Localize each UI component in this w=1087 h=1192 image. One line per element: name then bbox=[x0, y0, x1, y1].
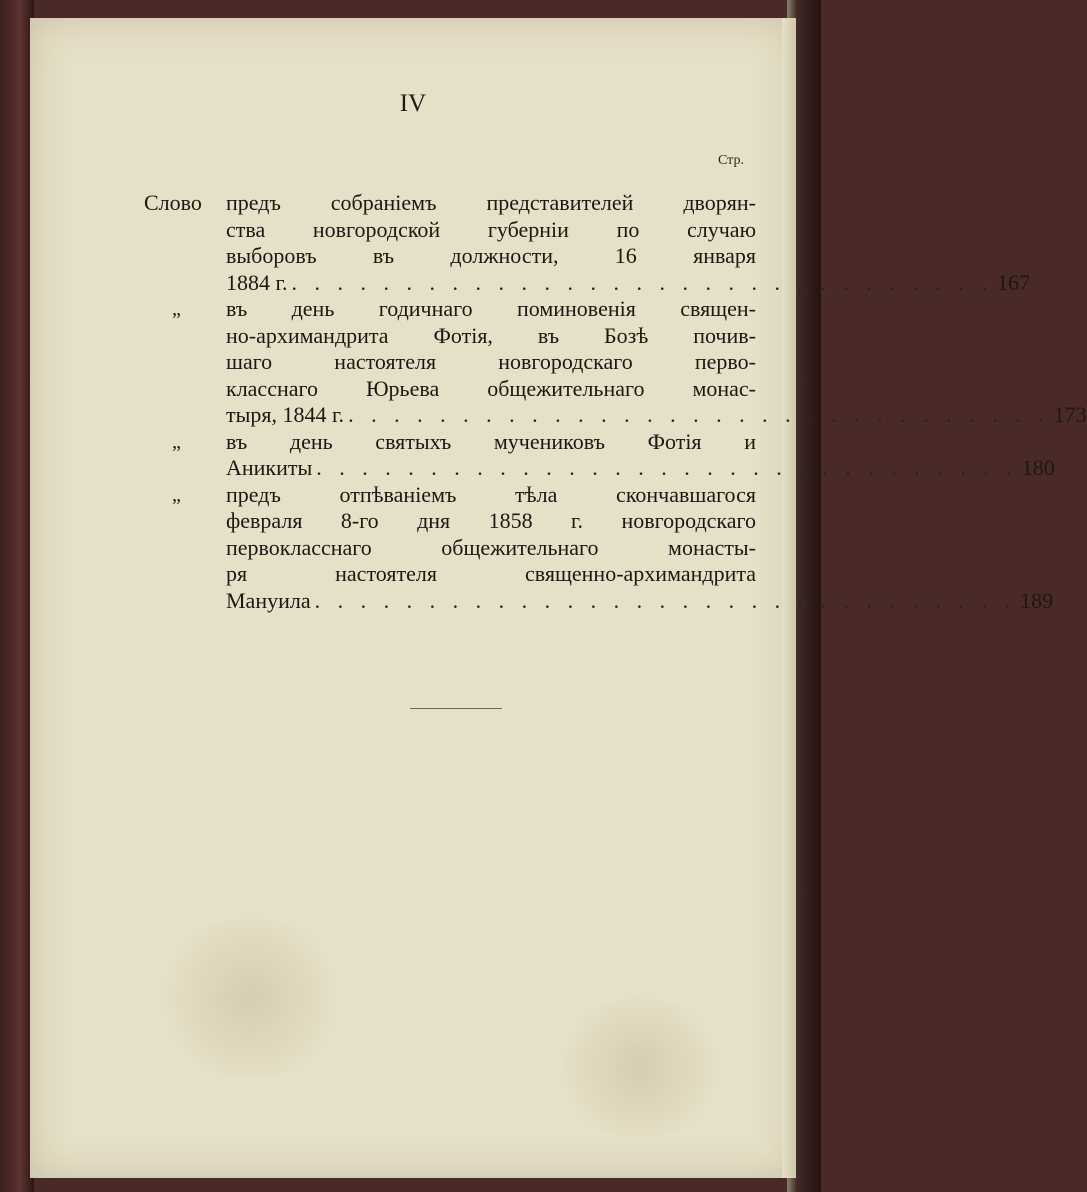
toc-entry-line: класснаго Юрьева общежительнаго монас- bbox=[226, 375, 756, 401]
toc-entry-last-line bbox=[226, 455, 1055, 482]
toc-entry-line: выборовъ въ должности, 16 января bbox=[226, 243, 756, 268]
toc-entry-line: въ день годичнаго поминовенія священ- bbox=[226, 296, 756, 321]
toc-entry-line: февраля 8-го дня 1858 г. новгородскаго bbox=[226, 508, 756, 533]
toc-entry-text: Мануила bbox=[226, 587, 311, 613]
toc-entry-lead: Слово bbox=[144, 190, 202, 215]
toc-entry-last-line bbox=[226, 269, 1031, 297]
toc-entry-text: Аникиты bbox=[226, 455, 313, 480]
toc-entry bbox=[144, 428, 1055, 482]
section-divider bbox=[410, 708, 502, 709]
toc-entry-line: въ день святыхъ мучениковъ Фотія и bbox=[226, 428, 756, 454]
toc-entry-text: 1884 г. bbox=[226, 269, 288, 295]
toc-entry-line: первокласснаго общежительнаго монасты- bbox=[226, 534, 756, 560]
toc-entry-line: предъ отпѣваніемъ тѣла скончавшагося bbox=[226, 481, 756, 507]
dot-leader: . . . . . . . . . . . . . . . . . . . . . . . . . . . . . . . bbox=[316, 455, 1018, 480]
page-column-header: Стр. bbox=[718, 153, 744, 168]
toc-entry bbox=[144, 190, 1031, 296]
paper-stain bbox=[150, 918, 350, 1078]
book-page bbox=[30, 18, 1087, 1178]
dot-leader: . . . . . . . . . . . . . . . . . . . . . . . . . . . . . . . bbox=[291, 269, 994, 295]
toc-entry-page: 180 bbox=[1021, 455, 1055, 480]
dot-leader: . . . . . . . . . . . . . . . . . . . . . . . . . . . . . . . bbox=[348, 402, 1050, 427]
toc-entry-line: ря настоятеля священно-архимандрита bbox=[226, 561, 756, 586]
page-number: IV bbox=[399, 90, 427, 117]
toc-entry-line: ства новгородской губерніи по случаю bbox=[226, 216, 756, 242]
toc-entry-text: тыря, 1844 г. bbox=[226, 402, 345, 427]
toc-entry bbox=[144, 481, 1054, 615]
toc-entry-lead: „ bbox=[172, 298, 181, 320]
toc-entry-lead: „ bbox=[172, 430, 181, 453]
toc-entry-lead: „ bbox=[172, 483, 181, 506]
paper-stain bbox=[550, 998, 730, 1138]
toc-entry-last-line bbox=[226, 587, 1054, 615]
book-binding-left bbox=[0, 0, 34, 1192]
toc-entry-line: шаго настоятеля новгородскаго перво- bbox=[226, 349, 756, 374]
toc-entry-line: предъ собраніемъ представителей дворян- bbox=[226, 190, 756, 215]
toc-entry-page: 167 bbox=[997, 269, 1031, 295]
dot-leader: . . . . . . . . . . . . . . . . . . . . . . . . . . . . . . . bbox=[314, 587, 1017, 613]
table-of-contents bbox=[144, 190, 1087, 614]
toc-entry-last-line bbox=[226, 402, 1087, 429]
toc-entry-line: но-архимандрита Фотія, въ Бозѣ почив- bbox=[226, 322, 756, 348]
toc-entry-page: 189 bbox=[1020, 587, 1054, 613]
toc-entry bbox=[144, 296, 1087, 429]
toc-entry-page: 173 bbox=[1053, 402, 1087, 427]
